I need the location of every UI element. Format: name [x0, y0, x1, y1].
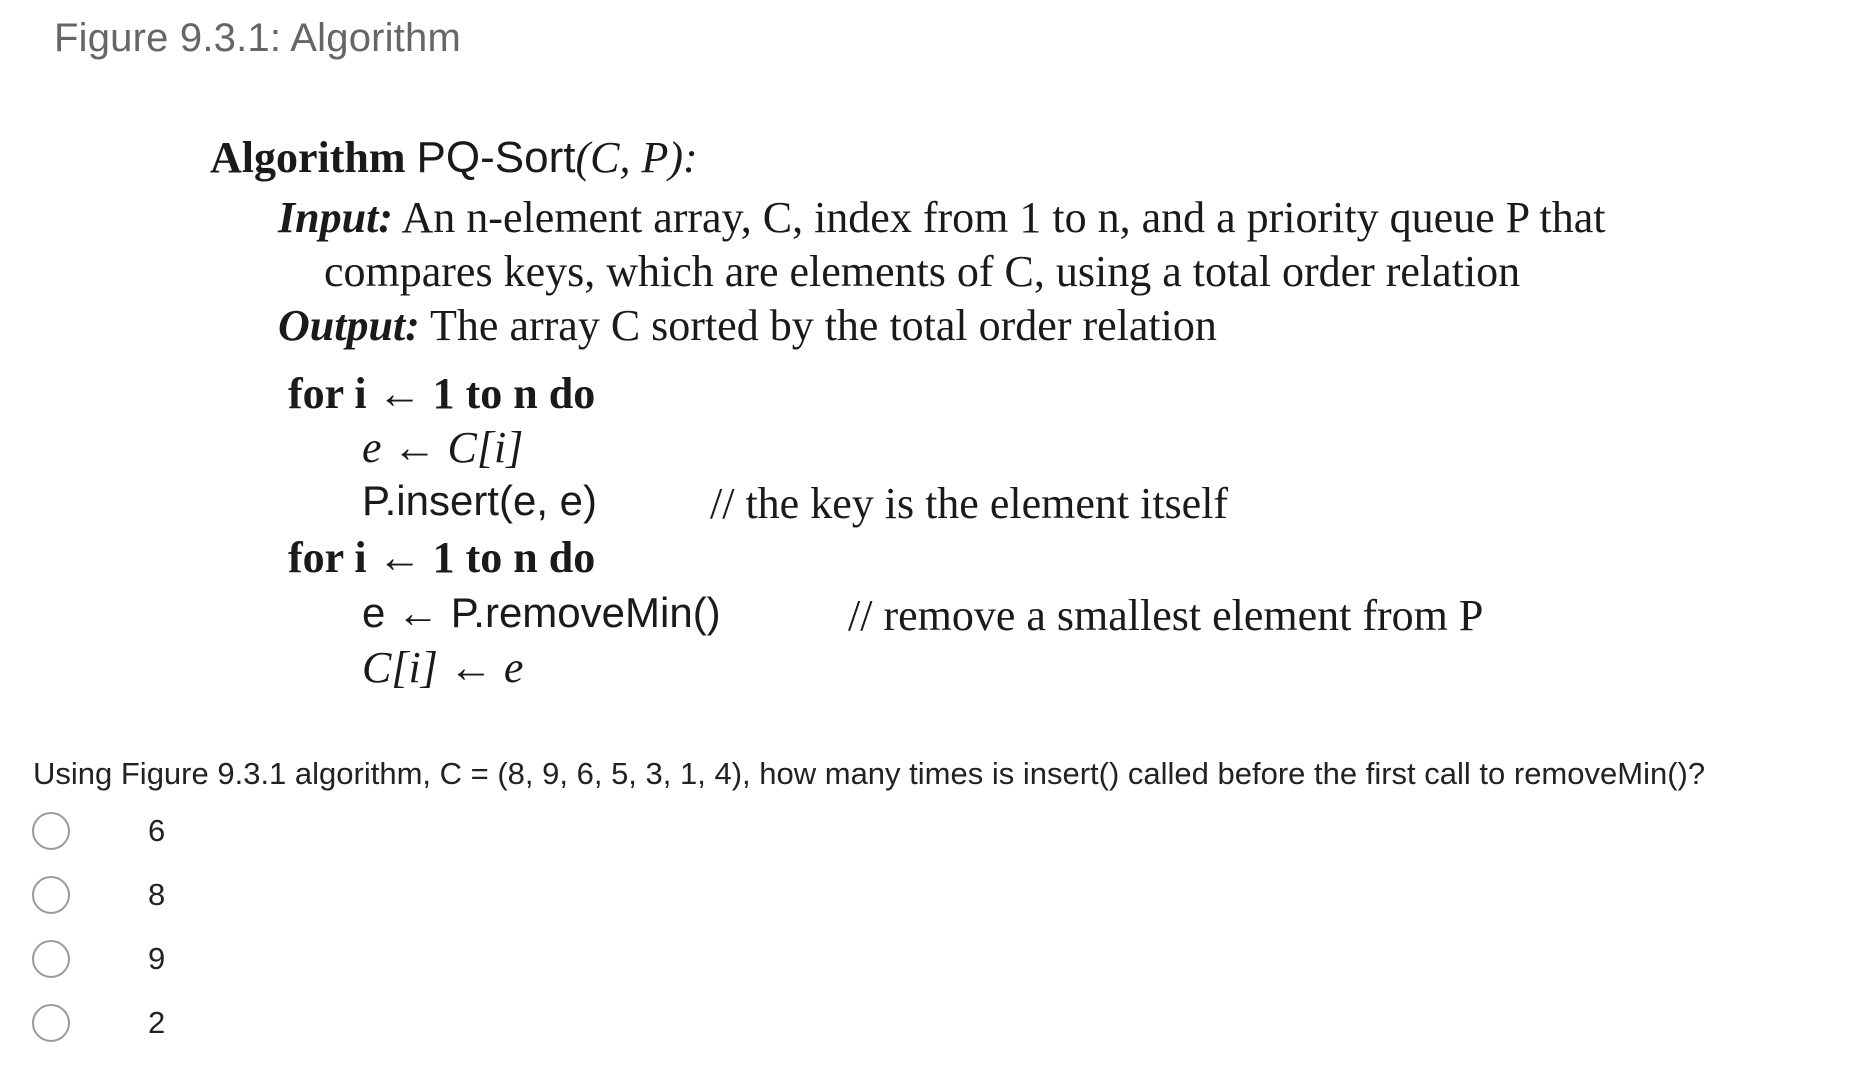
answer-option-4[interactable] — [32, 1000, 165, 1046]
radio-button-icon[interactable] — [32, 812, 70, 850]
answer-option-label: 2 — [148, 1005, 166, 1040]
algorithm-header — [210, 133, 698, 182]
loop2-stmt-assign: C[i] ← e — [362, 643, 524, 692]
answer-option-label: 8 — [148, 877, 166, 912]
figure-caption: Figure 9.3.1: Algorithm — [54, 16, 462, 60]
input-label: Input: — [278, 193, 393, 242]
radio-button-icon[interactable] — [32, 1004, 70, 1042]
radio-button-icon[interactable] — [32, 876, 70, 914]
loop2-header: for i ← 1 to n do — [288, 533, 596, 582]
answer-option-2[interactable] — [32, 872, 165, 918]
output-text: The array C sorted by the total order relation — [430, 301, 1217, 350]
input-line-1 — [278, 193, 1606, 242]
loop1-stmt-insert: P.insert(e, e) — [362, 477, 597, 524]
loop2-comment: // remove a smallest element from P — [848, 591, 1484, 640]
loop1-stmt-assign: e ← C[i] — [362, 423, 524, 472]
loop1-header: for i ← 1 to n do — [288, 369, 596, 418]
loop2-stmt-removemin: e ← P.removeMin() — [362, 589, 721, 636]
output-line — [278, 301, 1217, 350]
output-label: Output: — [278, 301, 420, 350]
answer-option-label: 6 — [148, 813, 166, 848]
input-text-1: An n-element array, C, index from 1 to n, and a priority queue P that — [401, 193, 1606, 242]
input-text-2: compares keys, which are elements of C, using a total order relation — [324, 247, 1521, 296]
answer-option-label: 9 — [148, 941, 166, 976]
algorithm-keyword: Algorithm — [210, 133, 406, 182]
radio-button-icon[interactable] — [32, 940, 70, 978]
input-line-2 — [324, 247, 1521, 296]
loop1-comment: // the key is the element itself — [710, 479, 1229, 528]
algorithm-args: (C, P): — [575, 133, 698, 182]
answer-option-3[interactable] — [32, 936, 165, 982]
algorithm-name: PQ-Sort — [416, 133, 576, 182]
answer-option-1[interactable] — [32, 808, 165, 854]
question-text: Using Figure 9.3.1 algorithm, C = (8, 9, 6, 5, 3, 1, 4), how many times is insert() called before the first call to removeMin()? — [33, 756, 1706, 791]
